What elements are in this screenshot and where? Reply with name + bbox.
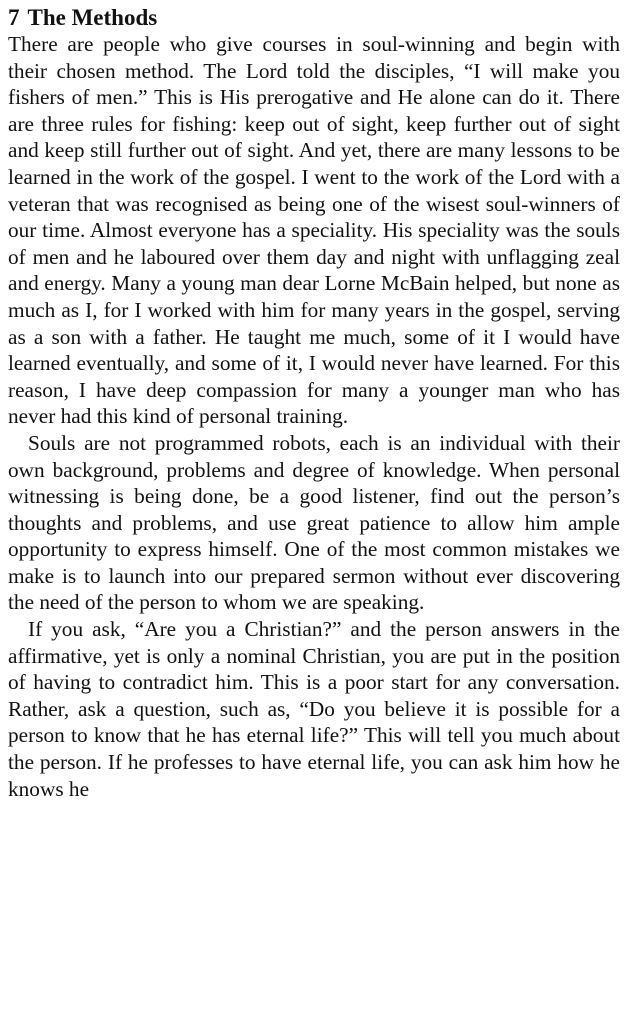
book-page xyxy=(8,4,620,1020)
chapter-heading xyxy=(8,4,620,31)
paragraph-question: If you ask, “Are you a Christian?” and the person answers in the affirmative, yet is only a nominal Christian, you are put in the position of having to contradict him. This is a poor start for any conversation. Rather, ask a question, such as, “Do you believe it is possible for a person to know that he has eternal life?” This will tell you much about the person. If he professes to have eternal life, you can ask him how he knows he xyxy=(8,617,620,801)
chapter-title: The Methods xyxy=(27,5,158,30)
chapter-number: 7 xyxy=(8,5,20,30)
paragraph-souls: Souls are not programmed robots, each is an individual with their own background, problems and degree of knowledge. When personal witnessing is being done, be a good listener, find out the person’s thoughts and problems, and use great patience to allow him ample opportunity to express himself. One of the most common mistakes we make is to launch into our prepared sermon without ever discovering the need of the person to whom we are speaking. xyxy=(8,430,620,615)
paragraph-intro: There are people who give courses in soul-winning and begin with their chosen method. The Lord told the disciples, “I will make you fishers of men.” This is His prerogative and He alone can do it. There are three rules for fishing: keep out of sight, keep further out of sight and keep still further out of sight. And yet, there are many lessons to be learned in the work of the gospel. I went to the work of the Lord with a veteran that was recognised as being one of the wisest soul-winners of our time. Almost everyone has a speciality. His speciality was the souls of men and he laboured over them day and night with unflagging zeal and energy. Many a young man dear Lorne McBain helped, but none as much as I, for I worked with him for many years in the gospel, serving as a son with a father. He taught me much, some of it I would have learned eventually, and some of it, I would never have learned. For this reason, I have deep compassion for many a younger man who has never had this kind of personal training. xyxy=(8,32,620,429)
